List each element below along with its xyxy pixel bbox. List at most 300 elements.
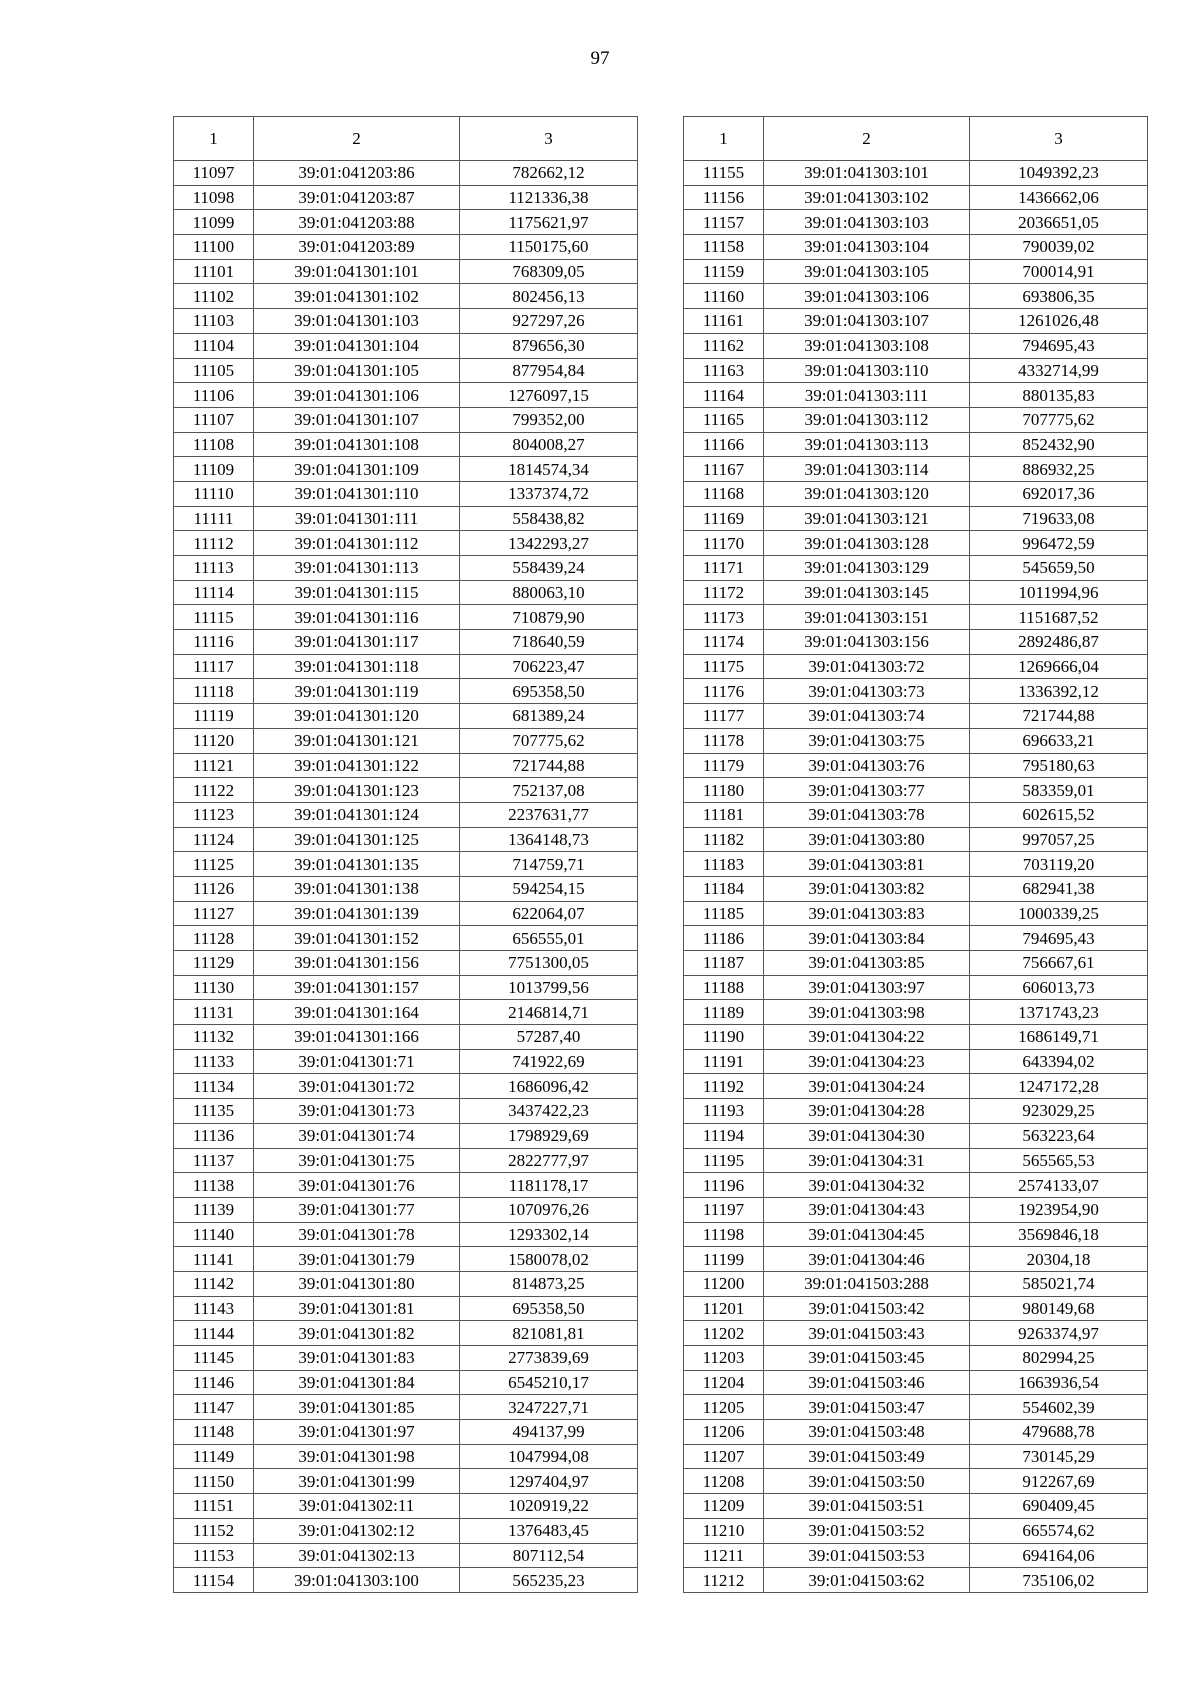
table-row [684, 1271, 1148, 1296]
row-number-cell: 11130 [174, 975, 254, 1000]
row-number-cell: 11135 [174, 1099, 254, 1124]
row-number-cell: 11192 [684, 1074, 764, 1099]
row-number-cell: 11106 [174, 383, 254, 408]
table-row [684, 802, 1148, 827]
row-number-cell: 11101 [174, 259, 254, 284]
cadastral-number-cell: 39:01:041203:86 [254, 161, 460, 186]
row-number-cell: 11181 [684, 802, 764, 827]
cadastral-number-cell: 39:01:041304:24 [764, 1074, 970, 1099]
cadastral-number-cell: 39:01:041301:156 [254, 951, 460, 976]
value-cell: 804008,27 [460, 432, 638, 457]
cadastral-number-cell: 39:01:041301:124 [254, 802, 460, 827]
table-row [174, 1494, 638, 1519]
value-cell: 790039,02 [970, 235, 1148, 260]
value-cell: 6545210,17 [460, 1370, 638, 1395]
row-number-cell: 11203 [684, 1346, 764, 1371]
row-number-cell: 11169 [684, 506, 764, 531]
row-number-cell: 11187 [684, 951, 764, 976]
cadastral-number-cell: 39:01:041301:119 [254, 679, 460, 704]
row-number-cell: 11115 [174, 605, 254, 630]
table-row [684, 778, 1148, 803]
value-cell: 880135,83 [970, 383, 1148, 408]
row-number-cell: 11201 [684, 1296, 764, 1321]
row-number-cell: 11160 [684, 284, 764, 309]
value-cell: 563223,64 [970, 1123, 1148, 1148]
table-row [174, 333, 638, 358]
table-row [174, 259, 638, 284]
row-number-cell: 11190 [684, 1025, 764, 1050]
table-row [174, 753, 638, 778]
cadastral-number-cell: 39:01:041301:110 [254, 481, 460, 506]
table-row [684, 481, 1148, 506]
table-header-row [174, 117, 638, 161]
cadastral-number-cell: 39:01:041302:11 [254, 1494, 460, 1519]
value-cell: 1293302,14 [460, 1222, 638, 1247]
row-number-cell: 11138 [174, 1173, 254, 1198]
row-number-cell: 11189 [684, 1000, 764, 1025]
cadastral-number-cell: 39:01:041303:98 [764, 1000, 970, 1025]
cadastral-number-cell: 39:01:041303:121 [764, 506, 970, 531]
row-number-cell: 11149 [174, 1444, 254, 1469]
value-cell: 802456,13 [460, 284, 638, 309]
row-number-cell: 11159 [684, 259, 764, 284]
table-row [174, 383, 638, 408]
row-number-cell: 11205 [684, 1395, 764, 1420]
cadastral-number-cell: 39:01:041301:113 [254, 556, 460, 581]
value-cell: 1150175,60 [460, 235, 638, 260]
cadastral-number-cell: 39:01:041302:12 [254, 1518, 460, 1543]
value-cell: 2146814,71 [460, 1000, 638, 1025]
row-number-cell: 11197 [684, 1197, 764, 1222]
cadastral-number-cell: 39:01:041303:72 [764, 654, 970, 679]
row-number-cell: 11198 [684, 1222, 764, 1247]
row-number-cell: 11102 [174, 284, 254, 309]
value-cell: 2237631,77 [460, 802, 638, 827]
row-number-cell: 11177 [684, 704, 764, 729]
row-number-cell: 11204 [684, 1370, 764, 1395]
row-number-cell: 11122 [174, 778, 254, 803]
value-cell: 706223,47 [460, 654, 638, 679]
value-cell: 879656,30 [460, 333, 638, 358]
value-cell: 2036651,05 [970, 210, 1148, 235]
value-cell: 799352,00 [460, 407, 638, 432]
table-row [174, 827, 638, 852]
row-number-cell: 11117 [174, 654, 254, 679]
table-row [174, 852, 638, 877]
value-cell: 1247172,28 [970, 1074, 1148, 1099]
value-cell: 1798929,69 [460, 1123, 638, 1148]
value-cell: 681389,24 [460, 704, 638, 729]
row-number-cell: 11142 [174, 1271, 254, 1296]
row-number-cell: 11173 [684, 605, 764, 630]
row-number-cell: 11146 [174, 1370, 254, 1395]
table-row [174, 1049, 638, 1074]
value-cell: 602615,52 [970, 802, 1148, 827]
row-number-cell: 11103 [174, 309, 254, 334]
table-row [684, 210, 1148, 235]
value-cell: 1336392,12 [970, 679, 1148, 704]
row-number-cell: 11184 [684, 876, 764, 901]
value-cell: 707775,62 [460, 728, 638, 753]
cadastral-number-cell: 39:01:041503:49 [764, 1444, 970, 1469]
table-row [684, 852, 1148, 877]
value-cell: 656555,01 [460, 926, 638, 951]
row-number-cell: 11212 [684, 1568, 764, 1593]
table-row [174, 802, 638, 827]
table-row [684, 901, 1148, 926]
value-cell: 1070976,26 [460, 1197, 638, 1222]
table-row [684, 1568, 1148, 1593]
cadastral-number-cell: 39:01:041503:45 [764, 1346, 970, 1371]
value-cell: 1013799,56 [460, 975, 638, 1000]
value-cell: 2822777,97 [460, 1148, 638, 1173]
value-cell: 980149,68 [970, 1296, 1148, 1321]
row-number-cell: 11119 [174, 704, 254, 729]
row-number-cell: 11110 [174, 481, 254, 506]
row-number-cell: 11133 [174, 1049, 254, 1074]
row-number-cell: 11109 [174, 457, 254, 482]
value-cell: 997057,25 [970, 827, 1148, 852]
row-number-cell: 11150 [174, 1469, 254, 1494]
table-row [174, 1173, 638, 1198]
value-cell: 741922,69 [460, 1049, 638, 1074]
table-row [174, 975, 638, 1000]
cadastral-number-cell: 39:01:041303:73 [764, 679, 970, 704]
value-cell: 665574,62 [970, 1518, 1148, 1543]
cadastral-number-cell: 39:01:041303:108 [764, 333, 970, 358]
table-row [684, 926, 1148, 951]
value-cell: 583359,01 [970, 778, 1148, 803]
cadastral-number-cell: 39:01:041303:107 [764, 309, 970, 334]
row-number-cell: 11188 [684, 975, 764, 1000]
value-cell: 3569846,18 [970, 1222, 1148, 1247]
table-row [684, 235, 1148, 260]
table-row [174, 1543, 638, 1568]
value-cell: 1923954,90 [970, 1197, 1148, 1222]
value-cell: 794695,43 [970, 333, 1148, 358]
table-row [684, 1025, 1148, 1050]
value-cell: 690409,45 [970, 1494, 1148, 1519]
cadastral-number-cell: 39:01:041303:128 [764, 531, 970, 556]
cadastral-number-cell: 39:01:041301:81 [254, 1296, 460, 1321]
cadastral-number-cell: 39:01:041503:52 [764, 1518, 970, 1543]
table-row [174, 901, 638, 926]
cadastral-number-cell: 39:01:041301:104 [254, 333, 460, 358]
value-cell: 721744,88 [970, 704, 1148, 729]
value-cell: 880063,10 [460, 580, 638, 605]
cadastral-number-cell: 39:01:041503:53 [764, 1543, 970, 1568]
value-cell: 1175621,97 [460, 210, 638, 235]
value-cell: 565235,23 [460, 1568, 638, 1593]
cadastral-number-cell: 39:01:041301:74 [254, 1123, 460, 1148]
table-row [174, 679, 638, 704]
row-number-cell: 11105 [174, 358, 254, 383]
value-cell: 3437422,23 [460, 1099, 638, 1124]
row-number-cell: 11154 [174, 1568, 254, 1593]
row-number-cell: 11120 [174, 728, 254, 753]
table-row [684, 1395, 1148, 1420]
table-row [684, 605, 1148, 630]
cadastral-number-cell: 39:01:041301:164 [254, 1000, 460, 1025]
row-number-cell: 11206 [684, 1420, 764, 1445]
row-number-cell: 11153 [174, 1543, 254, 1568]
value-cell: 912267,69 [970, 1469, 1148, 1494]
table-row [684, 1494, 1148, 1519]
value-cell: 585021,74 [970, 1271, 1148, 1296]
row-number-cell: 11144 [174, 1321, 254, 1346]
column-header: 2 [254, 117, 460, 161]
cadastral-number-cell: 39:01:041203:88 [254, 210, 460, 235]
cadastral-number-cell: 39:01:041303:129 [764, 556, 970, 581]
row-number-cell: 11166 [684, 432, 764, 457]
row-number-cell: 11209 [684, 1494, 764, 1519]
row-number-cell: 11127 [174, 901, 254, 926]
value-cell: 802994,25 [970, 1346, 1148, 1371]
row-number-cell: 11124 [174, 827, 254, 852]
table-row [684, 506, 1148, 531]
row-number-cell: 11196 [684, 1173, 764, 1198]
table-row [174, 1000, 638, 1025]
value-cell: 1436662,06 [970, 185, 1148, 210]
row-number-cell: 11163 [684, 358, 764, 383]
right-table [683, 116, 1148, 1593]
value-cell: 558439,24 [460, 556, 638, 581]
table-row [174, 1148, 638, 1173]
row-number-cell: 11147 [174, 1395, 254, 1420]
table-row [174, 1099, 638, 1124]
cadastral-number-cell: 39:01:041301:117 [254, 630, 460, 655]
row-number-cell: 11193 [684, 1099, 764, 1124]
cadastral-number-cell: 39:01:041303:104 [764, 235, 970, 260]
cadastral-number-cell: 39:01:041301:79 [254, 1247, 460, 1272]
value-cell: 1371743,23 [970, 1000, 1148, 1025]
cadastral-number-cell: 39:01:041303:113 [764, 432, 970, 457]
value-cell: 1376483,45 [460, 1518, 638, 1543]
value-cell: 7751300,05 [460, 951, 638, 976]
cadastral-number-cell: 39:01:041303:84 [764, 926, 970, 951]
row-number-cell: 11104 [174, 333, 254, 358]
value-cell: 692017,36 [970, 481, 1148, 506]
row-number-cell: 11194 [684, 1123, 764, 1148]
cadastral-number-cell: 39:01:041503:50 [764, 1469, 970, 1494]
table-row [684, 630, 1148, 655]
table-row [174, 1123, 638, 1148]
cadastral-number-cell: 39:01:041301:98 [254, 1444, 460, 1469]
row-number-cell: 11195 [684, 1148, 764, 1173]
cadastral-number-cell: 39:01:041301:78 [254, 1222, 460, 1247]
value-cell: 710879,90 [460, 605, 638, 630]
value-cell: 1020919,22 [460, 1494, 638, 1519]
value-cell: 707775,62 [970, 407, 1148, 432]
table-row [684, 975, 1148, 1000]
value-cell: 700014,91 [970, 259, 1148, 284]
value-cell: 695358,50 [460, 679, 638, 704]
row-number-cell: 11129 [174, 951, 254, 976]
cadastral-number-cell: 39:01:041301:80 [254, 1271, 460, 1296]
row-number-cell: 11171 [684, 556, 764, 581]
table-row [174, 630, 638, 655]
table-row [684, 728, 1148, 753]
row-number-cell: 11210 [684, 1518, 764, 1543]
table-row [684, 1543, 1148, 1568]
table-row [174, 926, 638, 951]
page-number: 97 [590, 48, 610, 69]
cadastral-number-cell: 39:01:041301:73 [254, 1099, 460, 1124]
value-cell: 852432,90 [970, 432, 1148, 457]
value-cell: 1663936,54 [970, 1370, 1148, 1395]
table-row [684, 654, 1148, 679]
table-row [684, 1346, 1148, 1371]
value-cell: 494137,99 [460, 1420, 638, 1445]
table-row [684, 704, 1148, 729]
table-row [174, 432, 638, 457]
table-row [684, 1518, 1148, 1543]
cadastral-number-cell: 39:01:041301:107 [254, 407, 460, 432]
table-row [174, 1420, 638, 1445]
table-row [174, 1271, 638, 1296]
table-row [684, 1123, 1148, 1148]
table-row [684, 556, 1148, 581]
row-number-cell: 11118 [174, 679, 254, 704]
cadastral-number-cell: 39:01:041303:151 [764, 605, 970, 630]
table-row [174, 1444, 638, 1469]
row-number-cell: 11176 [684, 679, 764, 704]
cadastral-number-cell: 39:01:041301:122 [254, 753, 460, 778]
cadastral-number-cell: 39:01:041303:111 [764, 383, 970, 408]
cadastral-number-cell: 39:01:041303:75 [764, 728, 970, 753]
cadastral-number-cell: 39:01:041301:82 [254, 1321, 460, 1346]
cadastral-number-cell: 39:01:041301:118 [254, 654, 460, 679]
table-row [684, 1420, 1148, 1445]
row-number-cell: 11148 [174, 1420, 254, 1445]
table-row [174, 481, 638, 506]
cadastral-number-cell: 39:01:041301:123 [254, 778, 460, 803]
cadastral-number-cell: 39:01:041303:103 [764, 210, 970, 235]
table-row [684, 432, 1148, 457]
table-row [174, 951, 638, 976]
cadastral-number-cell: 39:01:041304:43 [764, 1197, 970, 1222]
cadastral-number-cell: 39:01:041301:135 [254, 852, 460, 877]
table-header-row [684, 117, 1148, 161]
table-row [174, 457, 638, 482]
value-cell: 2574133,07 [970, 1173, 1148, 1198]
value-cell: 1121336,38 [460, 185, 638, 210]
cadastral-number-cell: 39:01:041203:87 [254, 185, 460, 210]
row-number-cell: 11145 [174, 1346, 254, 1371]
table-row [684, 1469, 1148, 1494]
table-row [174, 728, 638, 753]
value-cell: 1342293,27 [460, 531, 638, 556]
cadastral-number-cell: 39:01:041303:81 [764, 852, 970, 877]
value-cell: 768309,05 [460, 259, 638, 284]
cadastral-number-cell: 39:01:041303:97 [764, 975, 970, 1000]
row-number-cell: 11186 [684, 926, 764, 951]
table-row [684, 827, 1148, 852]
cadastral-number-cell: 39:01:041301:112 [254, 531, 460, 556]
cadastral-number-cell: 39:01:041301:106 [254, 383, 460, 408]
cadastral-number-cell: 39:01:041203:89 [254, 235, 460, 260]
table-row [174, 1370, 638, 1395]
row-number-cell: 11179 [684, 753, 764, 778]
value-cell: 718640,59 [460, 630, 638, 655]
cadastral-number-cell: 39:01:041301:139 [254, 901, 460, 926]
table-row [174, 1222, 638, 1247]
cadastral-number-cell: 39:01:041304:45 [764, 1222, 970, 1247]
cadastral-number-cell: 39:01:041303:74 [764, 704, 970, 729]
column-header: 2 [764, 117, 970, 161]
table-row [684, 1222, 1148, 1247]
value-cell: 886932,25 [970, 457, 1148, 482]
table-row [174, 161, 638, 186]
value-cell: 1337374,72 [460, 481, 638, 506]
row-number-cell: 11137 [174, 1148, 254, 1173]
value-cell: 3247227,71 [460, 1395, 638, 1420]
value-cell: 606013,73 [970, 975, 1148, 1000]
value-cell: 1269666,04 [970, 654, 1148, 679]
table-row [174, 506, 638, 531]
table-row [684, 1247, 1148, 1272]
row-number-cell: 11180 [684, 778, 764, 803]
row-number-cell: 11132 [174, 1025, 254, 1050]
cadastral-number-cell: 39:01:041303:156 [764, 630, 970, 655]
cadastral-number-cell: 39:01:041304:32 [764, 1173, 970, 1198]
value-cell: 923029,25 [970, 1099, 1148, 1124]
row-number-cell: 11098 [174, 185, 254, 210]
row-number-cell: 11111 [174, 506, 254, 531]
table-row [684, 1074, 1148, 1099]
row-number-cell: 11113 [174, 556, 254, 581]
column-header: 3 [460, 117, 638, 161]
table-row [684, 161, 1148, 186]
row-number-cell: 11182 [684, 827, 764, 852]
cadastral-number-cell: 39:01:041301:116 [254, 605, 460, 630]
value-cell: 756667,61 [970, 951, 1148, 976]
row-number-cell: 11207 [684, 1444, 764, 1469]
cadastral-number-cell: 39:01:041301:125 [254, 827, 460, 852]
cadastral-number-cell: 39:01:041304:22 [764, 1025, 970, 1050]
table-row [684, 259, 1148, 284]
cadastral-number-cell: 39:01:041303:112 [764, 407, 970, 432]
value-cell: 807112,54 [460, 1543, 638, 1568]
cadastral-number-cell: 39:01:041304:23 [764, 1049, 970, 1074]
row-number-cell: 11200 [684, 1271, 764, 1296]
cadastral-number-cell: 39:01:041303:82 [764, 876, 970, 901]
value-cell: 1261026,48 [970, 309, 1148, 334]
row-number-cell: 11114 [174, 580, 254, 605]
row-number-cell: 11191 [684, 1049, 764, 1074]
value-cell: 703119,20 [970, 852, 1148, 877]
table-row [174, 235, 638, 260]
cadastral-number-cell: 39:01:041301:108 [254, 432, 460, 457]
cadastral-number-cell: 39:01:041301:97 [254, 1420, 460, 1445]
table-row [684, 457, 1148, 482]
table-row [174, 1518, 638, 1543]
cadastral-number-cell: 39:01:041301:103 [254, 309, 460, 334]
value-cell: 1047994,08 [460, 1444, 638, 1469]
row-number-cell: 11139 [174, 1197, 254, 1222]
table-row [684, 1000, 1148, 1025]
value-cell: 57287,40 [460, 1025, 638, 1050]
table-row [684, 1099, 1148, 1124]
row-number-cell: 11162 [684, 333, 764, 358]
cadastral-number-cell: 39:01:041301:99 [254, 1469, 460, 1494]
row-number-cell: 11168 [684, 481, 764, 506]
value-cell: 643394,02 [970, 1049, 1148, 1074]
table-row [684, 1370, 1148, 1395]
value-cell: 4332714,99 [970, 358, 1148, 383]
row-number-cell: 11183 [684, 852, 764, 877]
value-cell: 1011994,96 [970, 580, 1148, 605]
